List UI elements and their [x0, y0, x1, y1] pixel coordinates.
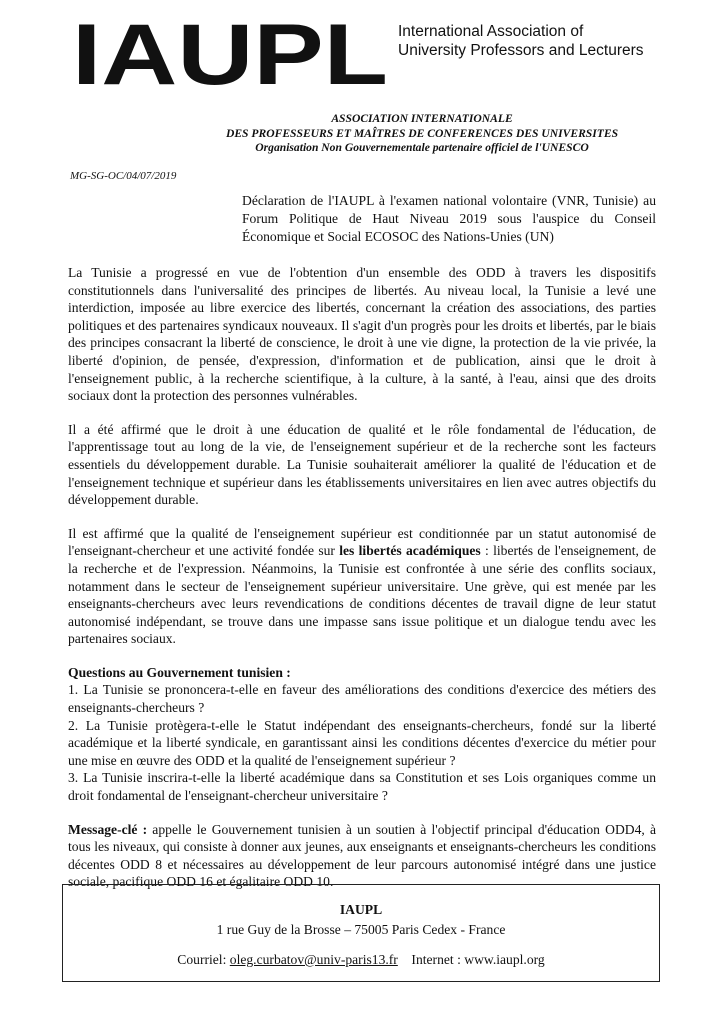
- paragraph-3: [68, 525, 656, 648]
- paragraph-2: Il a été affirmé que le droit à une éducation de qualité et le rôle fondamental de l'éducation, de l'apprentissage tout au long de la vie, de l'enseignement supérieur et de la recherche sont les facteurs essentiels du développement durable. La Tunisie souhaiterait améliorer la qualité de l'éducation et de l'enseignement technique et supérieur dans les établissements universitaires en lien avec autres objectifs du développement durable.: [68, 421, 656, 508]
- footer-address: 1 rue Guy de la Brosse – 75005 Paris Cedex - France: [216, 922, 506, 937]
- key-message: [68, 821, 656, 891]
- org-english-line1: International Association of: [398, 23, 584, 40]
- footer-contact-line: [63, 952, 659, 968]
- key-message-label: Message-clé :: [68, 821, 148, 837]
- org-name-french: [0, 112, 724, 156]
- iaupl-logo: [72, 18, 390, 90]
- paragraph-3-intro: Il est affirmé que la qualité de l'enseignement supérieur est conditionnée par un statut autonomisé de l'enseignant-chercheur et une activité fondée sur: [68, 525, 656, 559]
- questions-heading: Questions au Gouvernement tunisien :: [68, 664, 291, 680]
- question-item: 1. La Tunisie se prononcera-t-elle en faveur des améliorations des conditions d'exercice des métiers des enseignants-chercheurs ?: [68, 682, 656, 716]
- org-french-line1: ASSOCIATION INTERNATIONALE: [331, 112, 513, 125]
- question-item: 3. La Tunisie inscrira-t-elle la liberté académique dans sa Constitution et ses Lois organiques comme un droit fondamental de l'enseignant-chercheur universitaire ?: [68, 770, 656, 804]
- internet-label: Internet :: [411, 952, 461, 967]
- question-item: 2. La Tunisie protègera-t-elle le Statut indépendant des enseignants-chercheurs, fondé sur la liberté académique et la liberté syndicale, en garantissant ainsi les conditions décentes d'exercice du métier pour une mise en œuvre des ODD et la qualité de l'enseignement supérieur ?: [68, 717, 656, 768]
- document-reference: MG-SG-OC/04/07/2019: [70, 170, 177, 182]
- org-french-line3: Organisation Non Gouvernementale partenaire officiel de l'UNESCO: [255, 141, 589, 154]
- paragraph-3-rest: : libertés de l'enseignement, de la recherche et de l'expression. Néanmoins, la Tunisie est confrontée à une série des conflits sociaux, notamment dans le secteur de l'enseignement supérieur universitaire. Une grève, qui est menée par les enseignants-chercheurs avec leurs revendications de conditions décentes de travail digne de leur statut autonomisé indépendant, se trouve dans une impasse sans issue politique et un dialogue tendu avec les partenaires sociaux.: [68, 543, 656, 647]
- org-english-line2: University Professors and Lecturers: [398, 42, 644, 59]
- contact-footer: [62, 884, 660, 982]
- key-message-text: appelle le Gouvernement tunisien à un soutien à l'objectif principal d'éducation ODD4, à tous les niveaux, qui consiste à donner aux jeunes, aux enseignants et enseignants-chercheurs les conditions décentes ODD 8 et nécessaires au développement de leur parcours autonomisé intégré dans une justice sociale, pacifique ODD 16 et égalitaire ODD 10.: [68, 821, 656, 890]
- email-link[interactable]: oleg.curbatov@univ-paris13.fr: [229, 952, 398, 967]
- footer-org-name: IAUPL: [339, 902, 383, 917]
- org-french-line2: DES PROFESSEURS ET MAÎTRES DE CONFERENCES DES UNIVERSITES: [225, 126, 619, 140]
- website-link[interactable]: www.iaupl.org: [464, 952, 545, 967]
- declaration-title: Déclaration de l'IAUPL à l'examen national volontaire (VNR, Tunisie) au Forum Politique de Haut Niveau 2019 sous l'auspice du Conseil Économique et Social ECOSOC des Nations-Unies (UN): [242, 193, 656, 244]
- email-label: Courriel:: [177, 952, 227, 967]
- academic-freedoms-emphasis: les libertés académiques: [339, 543, 481, 559]
- org-name-english: [398, 22, 644, 60]
- svg-text:IAUPL: IAUPL: [72, 18, 388, 90]
- paragraph-1: La Tunisie a progressé en vue de l'obtention d'un ensemble des ODD à travers les dispositifs constitutionnels dans l'universalité des principes de libertés. Au niveau local, la Tunisie a levé une interdiction, imposée au libre exercice des libertés, concernant la création des associations, des parties politiques et des partenaires syndicaux nouveaux. Il s'agit d'un progrès pour les droits et libertés, par le biais des principes consacrant la liberté de conscience, le droit à une vie digne, la protection de la vie privée, la liberté d'opinion, de pensée, d'expression, d'information et de publication, ainsi que le droit à l'enseignement public, à la recherche scientifique, à la culture, à la santé, à l'eau, ainsi que des droits sociaux dont la protection des personnes vulnérables.: [68, 265, 656, 404]
- document-body: [68, 264, 656, 907]
